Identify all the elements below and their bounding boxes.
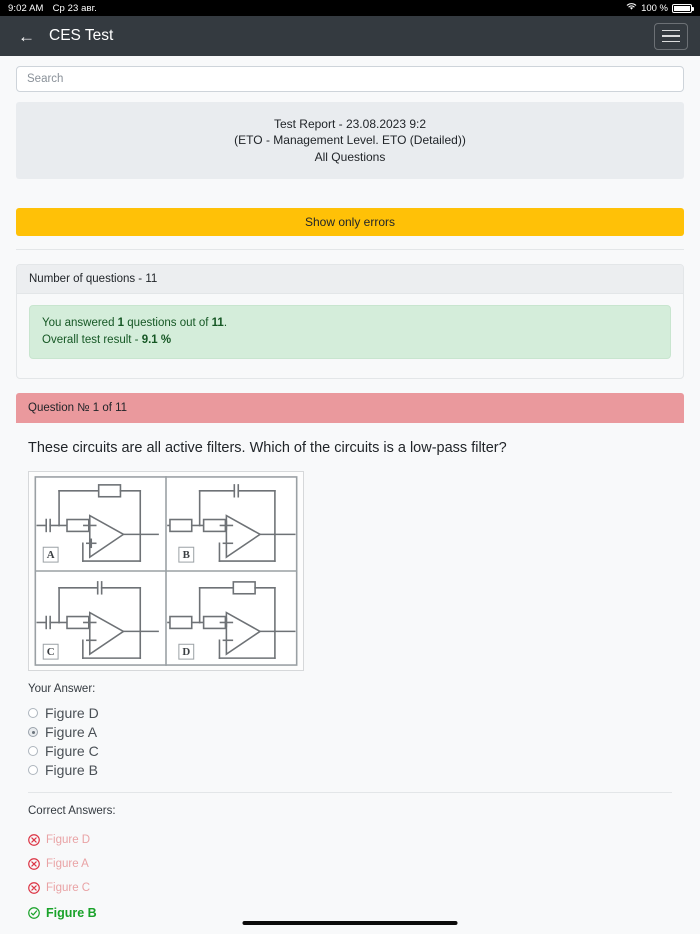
check-circle-icon bbox=[28, 907, 40, 919]
status-time: 9:02 AM bbox=[8, 2, 44, 14]
radio-figure-a[interactable] bbox=[28, 727, 38, 737]
result-prefix: Overall test result - bbox=[42, 333, 142, 346]
answered-prefix: You answered bbox=[42, 317, 118, 330]
circuit-label-c: C bbox=[46, 645, 55, 658]
option-label-figure-c: Figure C bbox=[45, 743, 99, 759]
correct-answer-label-figure-c: Figure C bbox=[46, 881, 91, 894]
show-only-errors-button[interactable]: Show only errors bbox=[16, 208, 684, 236]
status-bar bbox=[0, 0, 700, 16]
result-alert bbox=[29, 305, 671, 358]
option-label-figure-d: Figure D bbox=[45, 705, 99, 721]
menu-bar-3 bbox=[662, 41, 680, 43]
home-indicator[interactable] bbox=[243, 921, 458, 925]
correct-answer-label-figure-a: Figure A bbox=[46, 857, 89, 870]
total-count: 11 bbox=[211, 317, 224, 330]
menu-bar-2 bbox=[662, 35, 680, 37]
page-content bbox=[0, 56, 700, 934]
result-value: 9.1 % bbox=[141, 333, 172, 346]
status-bar-left bbox=[8, 3, 97, 14]
option-row-figure-a[interactable] bbox=[28, 723, 672, 742]
question-card bbox=[16, 393, 684, 932]
your-answer-label: Your Answer: bbox=[28, 682, 96, 695]
question-text: These circuits are all active filters. Which of the circuits is a low-pass filter? bbox=[28, 439, 507, 456]
correct-answer-label-figure-d: Figure D bbox=[46, 833, 91, 846]
battery-full-icon bbox=[672, 4, 692, 13]
question-card-body bbox=[16, 423, 684, 932]
radio-figure-c[interactable] bbox=[28, 746, 38, 756]
answered-line bbox=[42, 315, 658, 332]
circuit-label-a: A bbox=[46, 548, 55, 561]
back-arrow-icon[interactable]: ← bbox=[18, 26, 35, 46]
option-row-figure-c[interactable] bbox=[28, 742, 672, 761]
correct-answer-label-figure-b: Figure B bbox=[46, 905, 97, 920]
correct-answers-list bbox=[28, 828, 672, 926]
circuit-label-b: B bbox=[182, 548, 190, 561]
answer-options bbox=[28, 704, 672, 780]
battery-percent: 100 % bbox=[641, 2, 668, 14]
option-label-figure-b: Figure B bbox=[45, 762, 98, 778]
radio-figure-b[interactable] bbox=[28, 765, 38, 775]
result-line bbox=[42, 332, 658, 349]
app-bar bbox=[0, 16, 700, 56]
correct-answer-row-figure-d bbox=[28, 828, 672, 852]
correct-answer-row-figure-a bbox=[28, 852, 672, 876]
question-number-header: Question № 1 of 11 bbox=[16, 393, 684, 423]
question-figure bbox=[28, 471, 672, 671]
menu-bar-1 bbox=[662, 30, 680, 32]
correct-answers-label: Correct Answers: bbox=[28, 804, 116, 817]
x-circle-icon bbox=[28, 858, 40, 870]
report-subtitle: (ETO - Management Level. ETO (Detailed)) bbox=[234, 133, 466, 148]
report-title: Test Report - 23.08.2023 9:2 bbox=[273, 117, 427, 131]
status-date: Ср 23 авг. bbox=[52, 2, 97, 14]
report-scope: All Questions bbox=[314, 149, 386, 164]
answered-count: 1 bbox=[117, 317, 125, 330]
page-title: CES Test bbox=[49, 27, 114, 44]
wifi-icon bbox=[626, 2, 637, 14]
section-divider bbox=[16, 249, 684, 250]
status-bar-right bbox=[626, 2, 692, 14]
summary-card-body bbox=[17, 294, 683, 377]
x-circle-icon bbox=[28, 834, 40, 846]
circuit-label-d: D bbox=[182, 645, 191, 658]
hamburger-menu-icon[interactable] bbox=[654, 23, 688, 50]
option-label-figure-a: Figure A bbox=[45, 724, 98, 740]
x-circle-icon bbox=[28, 882, 40, 894]
answered-suffix: . bbox=[223, 317, 228, 330]
summary-card bbox=[16, 264, 684, 378]
op-amp-filter-circuits-figure bbox=[28, 471, 304, 671]
radio-figure-d[interactable] bbox=[28, 708, 38, 718]
answers-divider bbox=[28, 792, 672, 793]
option-row-figure-b[interactable] bbox=[28, 761, 672, 780]
report-header bbox=[16, 102, 684, 179]
correct-answer-row-figure-c bbox=[28, 876, 672, 900]
option-row-figure-d[interactable] bbox=[28, 704, 672, 723]
search-input[interactable] bbox=[16, 66, 684, 92]
number-of-questions-label: Number of questions - 11 bbox=[17, 265, 683, 294]
answered-mid: questions out of bbox=[124, 317, 212, 330]
